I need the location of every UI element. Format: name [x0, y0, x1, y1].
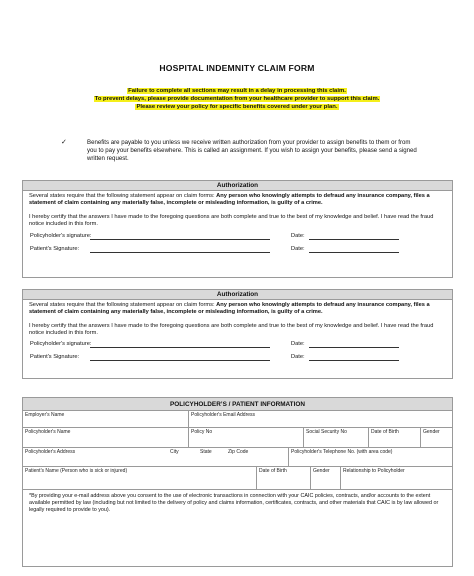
policyholder-date-field[interactable]	[309, 347, 399, 348]
policyholder-telephone-field[interactable]	[288, 448, 452, 466]
patient-date-field[interactable]	[309, 252, 399, 253]
policyholder-signature-row	[23, 230, 452, 243]
patient-name-label: Patient's Name (Person who is sick or injured)	[25, 468, 128, 474]
policyholder-date-field[interactable]	[309, 239, 399, 240]
patient-name-field[interactable]	[23, 467, 256, 489]
zip-code-field[interactable]	[226, 448, 288, 466]
patient-dob-label: Date of Birth	[259, 468, 287, 474]
state-label: State	[200, 449, 212, 455]
policyholder-signature-row	[23, 338, 452, 351]
policy-no-field[interactable]	[188, 428, 303, 447]
warning-line-2	[0, 95, 474, 103]
city-label: City	[170, 449, 179, 455]
policyholder-gender-label: Gender	[423, 429, 440, 435]
fraud-intro: Several states require that the following statement appear on claim forms:	[29, 193, 215, 199]
policyholder-email-field[interactable]	[188, 411, 452, 427]
fraud-statement	[23, 302, 452, 317]
employer-name-field[interactable]	[23, 411, 188, 427]
policyholder-dob-label: Date of Birth	[371, 429, 399, 435]
policy-no-label: Policy No	[191, 429, 213, 435]
patient-date-field[interactable]	[309, 360, 399, 361]
state-field[interactable]	[198, 448, 226, 466]
policyholder-address-field[interactable]	[23, 448, 168, 466]
fraud-warning: Any person who knowingly attempts to defraud any insurance company, files a statement of claim containing any materially false, incomplete or misleading information, is guilty of a crime.	[29, 193, 430, 207]
fraud-statement	[23, 193, 452, 208]
social-security-label: Social Security No	[306, 429, 347, 435]
patient-gender-label: Gender	[313, 468, 330, 474]
email-consent-note: *By providing your e-mail address above you consent to the use of electronic transactions in connection with your CAIC policies, contracts, and/or accounts to the extent available permitted by law (including but not limited to the delivery of policy and claims information, certificates, contracts, and other materials that CAIC is by law allowed or legally required to provide to you).	[29, 493, 439, 514]
policyholder-email-label: Policyholder's Email Address	[191, 412, 256, 418]
relationship-label: Relationship to Policyholder	[343, 468, 405, 474]
social-security-field[interactable]	[303, 428, 368, 447]
warning-text-2: To prevent delays, please provide documentation from your healthcare provider to support this claim.	[94, 96, 380, 102]
info-row-policyholder	[23, 428, 452, 448]
patient-signature-field[interactable]	[90, 360, 270, 361]
patient-gender-field[interactable]	[310, 467, 340, 489]
patient-signature-label: Patient's Signature:	[30, 354, 80, 361]
policyholder-signature-label: Policyholder's signature:	[30, 341, 92, 348]
policyholder-telephone-label: Policyholder's Telephone No. (with area code)	[291, 449, 393, 455]
patient-signature-field[interactable]	[90, 252, 270, 253]
authorization-section-2	[22, 289, 453, 379]
policyholder-gender-field[interactable]	[420, 428, 452, 447]
patient-dob-field[interactable]	[256, 467, 310, 489]
policyholder-dob-field[interactable]	[368, 428, 420, 447]
city-field[interactable]	[168, 448, 198, 466]
authorization-heading: Authorization	[23, 181, 452, 191]
policyholder-signature-field[interactable]	[90, 239, 270, 240]
info-row-address	[23, 448, 452, 467]
warning-line-1	[0, 87, 474, 95]
certification-text: I hereby certify that the answers I have made to the foregoing questions are both complete and true to the best of my knowledge and belief. I have read the fraud notice included in this form.	[29, 213, 434, 227]
checkmark-icon: ✓	[61, 139, 67, 146]
warning-text-3: Please review your policy for specific benefits covered under your plan.	[136, 104, 338, 110]
warning-text-1: Failure to complete all sections may result in a delay in processing this claim.	[128, 88, 346, 94]
relationship-field[interactable]	[340, 467, 452, 489]
date-label: Date:	[291, 246, 305, 253]
form-title: HOSPITAL INDEMNITY CLAIM FORM	[159, 63, 315, 73]
info-row-employer	[23, 411, 452, 428]
zip-code-label: Zip Code	[228, 449, 249, 455]
authorization-section-1	[22, 180, 453, 278]
patient-signature-row	[23, 243, 452, 256]
policyholder-name-label: Policyholder's Name	[25, 429, 71, 435]
policyholder-signature-field[interactable]	[90, 347, 270, 348]
policyholder-name-field[interactable]	[23, 428, 188, 447]
fraud-warning: Any person who knowingly attempts to defraud any insurance company, files a statement of claim containing any materially false, incomplete or misleading information, is guilty of a crime.	[29, 302, 430, 316]
certification-text: I hereby certify that the answers I have made to the foregoing questions are both complete and true to the best of my knowledge and belief. I have read the fraud notice included in this form.	[29, 322, 434, 336]
fraud-intro: Several states require that the following statement appear on claim forms:	[29, 302, 215, 308]
info-heading: POLICYHOLDER’S / PATIENT INFORMATION	[23, 398, 452, 411]
employer-name-label: Employer's Name	[25, 412, 65, 418]
warning-line-3	[0, 103, 474, 111]
authorization-heading: Authorization	[23, 290, 452, 300]
benefits-notice: Benefits are payable to you unless we receive written authorization from your provider to assign benefits to them or from you to pay your benefits elsewhere. This is called an assignment. If you wish to assign your benefits, please send a signed written request.	[87, 139, 417, 162]
policyholder-address-label: Policyholder's Address	[25, 449, 76, 455]
patient-signature-row	[23, 351, 452, 364]
info-row-patient	[23, 467, 452, 490]
date-label: Date:	[291, 354, 305, 361]
policyholder-patient-info	[22, 397, 453, 567]
policyholder-signature-label: Policyholder's signature:	[30, 233, 92, 240]
date-label: Date:	[291, 233, 305, 240]
date-label: Date:	[291, 341, 305, 348]
patient-signature-label: Patient's Signature:	[30, 246, 80, 253]
